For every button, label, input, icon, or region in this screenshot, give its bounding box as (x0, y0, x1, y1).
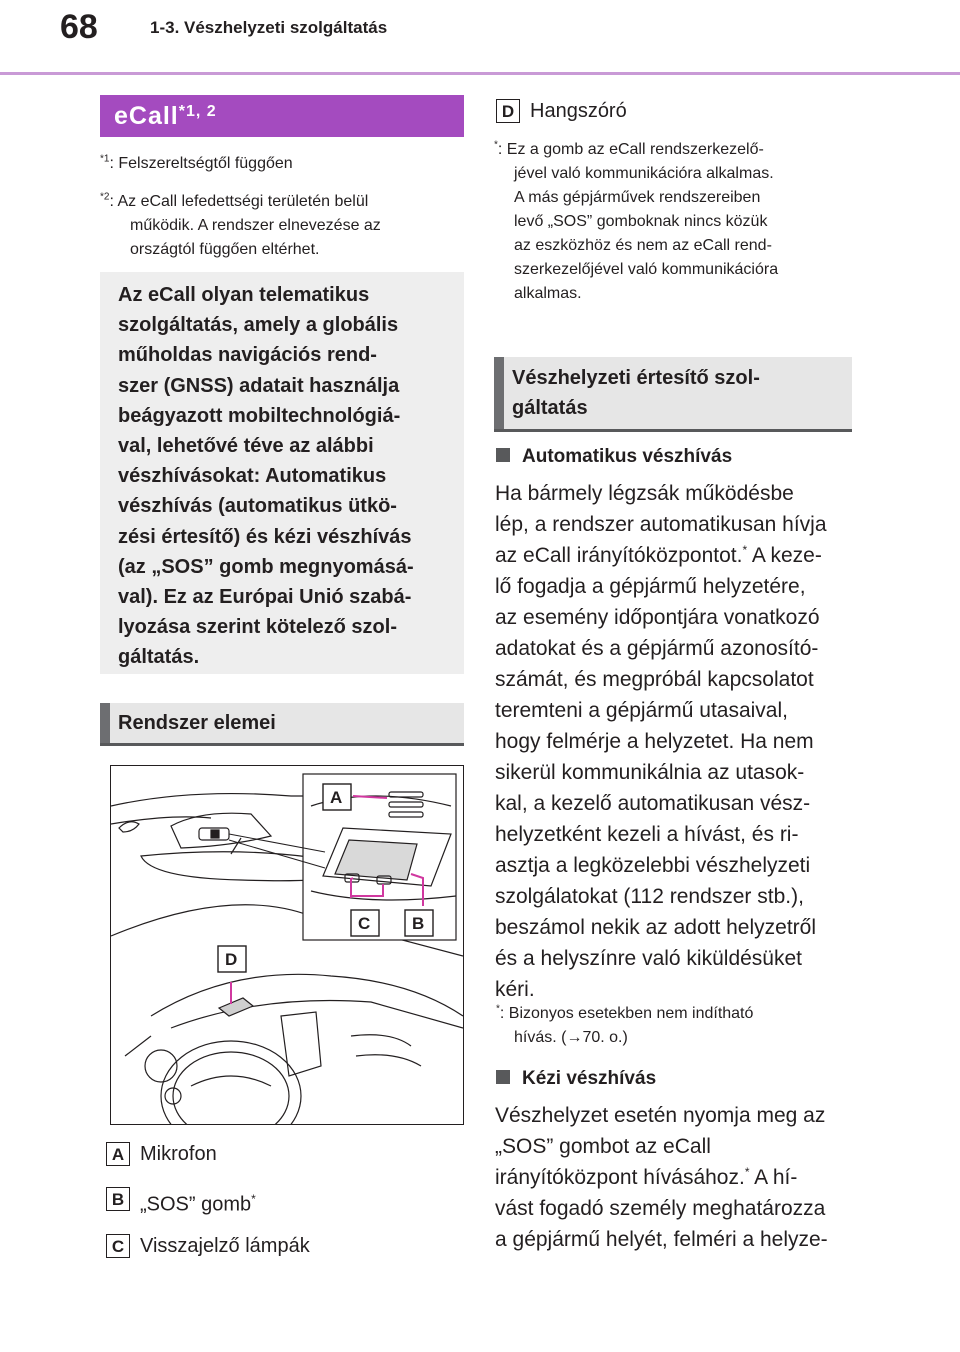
emergency-heading (512, 363, 760, 423)
auto-call-line: az esemény időpontjára vonatkozó (495, 606, 820, 629)
intro-line: lyozása szerint kötelező szol- (118, 616, 397, 639)
legend-c (106, 1233, 466, 1259)
legend-d (496, 98, 856, 124)
intro-line: vészhívás (automatikus ütkö- (118, 495, 397, 518)
center-screen (281, 1012, 321, 1076)
auto-call-note-line: hívás. (→70. o.) (514, 1029, 628, 1046)
auto-call-line: adatokat és a gépjármű azonosító- (495, 637, 819, 660)
intro-line: val). Ez az Európai Unió szabá- (118, 586, 412, 609)
header-rule (0, 72, 960, 75)
footnote-1-mark: *1 (100, 153, 110, 165)
auto-call-line: asztja a legközelebbi vészhelyzeti (495, 854, 811, 877)
section-title: 1-3. Vészhelyzeti szolgáltatás (150, 18, 388, 37)
steering-wheel-inner (173, 1052, 289, 1124)
legend-text-a: Mikrofon (140, 1143, 217, 1165)
auto-call-line: sikerül kommunikálnia az utasok- (495, 761, 805, 784)
footnote-2-line3: országtól függően eltérhet. (130, 241, 320, 258)
legend-a (106, 1141, 466, 1167)
steering-wheel (161, 1041, 301, 1124)
auto-call-line: az eCall irányítóközpontot. (495, 544, 743, 567)
auto-call-line: helyzetként kezeli a hívást, és ri- (495, 823, 799, 846)
intro-line: Az eCall olyan telematikus (118, 284, 370, 306)
intro-line: beágyazott mobiltechnológiá- (118, 404, 401, 427)
sos-note-line: jével való kommunikációra alkalmas. (514, 165, 774, 182)
auto-call-line: kéri. (495, 978, 535, 1001)
legend-key-d: D (496, 99, 520, 123)
auto-call-line: beszámol nekik az adott helyzetről (495, 916, 816, 939)
heading-accent (100, 703, 110, 743)
heading-rule (494, 429, 852, 432)
footnote-1-text: : Felszereltségtől függően (109, 155, 293, 172)
legend-text-c: Visszajelző lámpák (140, 1235, 310, 1257)
auto-call-line: lő fogadja a gépjármű helyzetére, (495, 575, 806, 598)
auto-call-note (496, 1002, 856, 1050)
ecall-superscript: *1, 2 (178, 103, 217, 120)
roof-line (111, 794, 311, 806)
manual-call-line: irányítóközpont hívásához. (495, 1166, 745, 1189)
intro-line: műholdas navigációs rend- (118, 344, 377, 367)
intro-line: zési értesítő) és kézi vészhívás (118, 525, 412, 548)
callout-a: A (330, 788, 343, 807)
auto-call-title: Automatikus vészhívás (522, 446, 733, 467)
legend-key-b: B (106, 1187, 130, 1211)
emergency-heading-line: gáltatás (512, 397, 588, 419)
legend-text-b-wrap (140, 1186, 256, 1218)
emergency-heading-bar (494, 357, 852, 429)
auto-call-line: Ha bármely légzsák működésbe (495, 482, 794, 505)
footnote-2-line1: : Az eCall lefedettségi területén belül (109, 193, 369, 210)
emergency-heading-line: Vészhelyzeti értesítő szol- (512, 367, 760, 389)
intro-line: szolgáltatás, amely a globális (118, 314, 399, 337)
footnote-2 (100, 190, 470, 262)
auto-call-line: szolgálatokat (112 rendszer stb.), (495, 885, 804, 908)
ecall-heading-bar (100, 95, 464, 137)
manual-call-line: a gépjármű helyét, felméri a helyze- (495, 1228, 828, 1251)
callout-b: B (412, 914, 425, 933)
manual-call-line: „SOS” gombot az eCall (495, 1135, 711, 1158)
ecall-heading (114, 102, 217, 131)
manual-call-title-row (496, 1066, 656, 1092)
auto-call-line: számát, és megpróbál kapcsolatot (495, 668, 814, 691)
sos-button-small (211, 830, 219, 838)
sos-note-line: szerkezelőjével való kommunikációra (514, 261, 779, 278)
intro-line: val, lehetővé téve az alábbi (118, 435, 374, 458)
callout-c: C (358, 914, 371, 933)
auto-call-title-row (496, 444, 732, 470)
auto-call-line: teremteni a gépjármű utasaival, (495, 699, 788, 722)
footnote-2-line2: működik. A rendszer elnevezése az (130, 217, 381, 234)
manual-call-body (495, 1100, 855, 1255)
intro-line: vészhívásokat: Automatikus (118, 465, 387, 488)
auto-call-note-line: : Bizonyos esetekben nem indítható (499, 1005, 754, 1022)
wheel-spoke (191, 1076, 271, 1086)
manual-call-line: Vészhelyzet esetén nyomja meg az (495, 1104, 826, 1127)
sos-note-line: az eszközhöz és nem az eCall rend- (514, 237, 772, 254)
components-heading: Rendszer elemei (118, 712, 276, 734)
legend-b-sup: * (251, 1192, 256, 1206)
dashboard-top (151, 974, 463, 1016)
bullet-square-icon (496, 1070, 510, 1084)
manual-call-title: Kézi vészhívás (522, 1068, 657, 1089)
sos-note-line: A más gépjárművek rendszereiben (514, 189, 761, 206)
intro-line: gáltatás. (118, 646, 200, 669)
intro-text (118, 280, 454, 673)
sos-note-line: alkalmas. (514, 285, 582, 302)
sos-note-mark: * (494, 139, 498, 151)
legend-text-d: Hangszóró (530, 100, 627, 122)
sos-note (494, 138, 854, 306)
manual-call-sup: * (744, 1165, 750, 1179)
intro-line: szer (GNSS) adatait használja (118, 374, 400, 397)
legend-key-a: A (106, 1142, 130, 1166)
auto-call-sup: * (742, 543, 748, 557)
auto-call-line: lép, a rendszer automatikusan hívja (495, 513, 827, 536)
auto-call-body (495, 478, 855, 1005)
legend-text-b: „SOS” gomb (140, 1193, 252, 1216)
legend-b (106, 1186, 466, 1216)
interior-figure (110, 765, 464, 1125)
intro-line: (az „SOS” gomb megnyomásá- (118, 555, 414, 578)
bullet-square-icon (496, 448, 510, 462)
auto-call-line: kal, a kezelő automatikusan vész- (495, 792, 811, 815)
footnote-2-mark: *2 (100, 191, 110, 203)
vent-line (351, 1035, 411, 1046)
footnote-1 (100, 152, 470, 176)
vent-line (356, 1055, 421, 1066)
auto-call-line: hogy felmérje a helyzetet. Ha nem (495, 730, 814, 753)
heading-accent (494, 357, 504, 429)
auto-call-line-tail: A keze- (747, 544, 822, 567)
sos-note-line: levő „SOS” gomboknak nincs közük (514, 213, 768, 230)
door-line (125, 1036, 151, 1056)
manual-call-line-tail: A hí- (749, 1166, 798, 1189)
dash-speaker (219, 998, 253, 1016)
interior-illustration (111, 766, 463, 1124)
ecall-title: eCall (114, 102, 179, 130)
callout-d: D (225, 950, 238, 969)
sos-note-line: : Ez a gomb az eCall rendszerkezelő- (497, 141, 764, 158)
legend-key-c: C (106, 1234, 130, 1258)
overhead-console (171, 813, 271, 848)
manual-call-line: vást fogadó személy meghatározza (495, 1197, 826, 1220)
components-heading-bar (100, 703, 464, 743)
page-number: 68 (60, 8, 98, 46)
auto-call-line: és a helyszínre való kiküldésüket (495, 947, 802, 970)
heading-rule (100, 743, 464, 746)
auto-call-note-mark: * (496, 1003, 500, 1015)
intro-box (100, 272, 464, 674)
grab-handle (119, 822, 139, 832)
